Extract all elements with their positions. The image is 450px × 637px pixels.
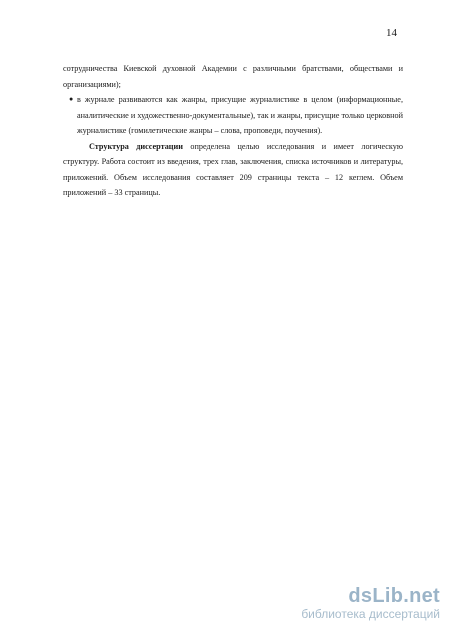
page-number: 14: [386, 27, 397, 39]
paragraph-structure-text: определена целью исследования и имеет логическую структуру. Работа состоит из введения, трех глав, заключения, списка источников и литературы, приложений. Объем исследования составляет 209 страницы текста – 12 кеглем. Объем приложений – 33 страницы.: [63, 141, 403, 197]
document-body: [63, 61, 403, 201]
bold-term-dissertation: диссертации: [136, 141, 183, 151]
paragraph-structure: [63, 139, 403, 201]
bullet-text: в журнале развиваются как жанры, присущие журналистике в целом (информационные, аналитические и художественно-документальные), так и жанры, присущие только церковной журналистике (гомилетические жанры – слова, проповеди, поучения).: [77, 95, 403, 135]
paragraph-continuation: сотрудничества Киевской духовной Академии с различными братствами, обществами и организациями);: [63, 64, 403, 89]
watermark: [280, 585, 440, 621]
watermark-logo: dsLib.net: [348, 585, 440, 607]
bullet-icon: ●: [69, 95, 74, 103]
bullet-list-item: [63, 92, 403, 139]
watermark-subtitle: библиотека диссертаций: [301, 607, 440, 621]
bold-term-structure: Структура: [89, 141, 129, 151]
